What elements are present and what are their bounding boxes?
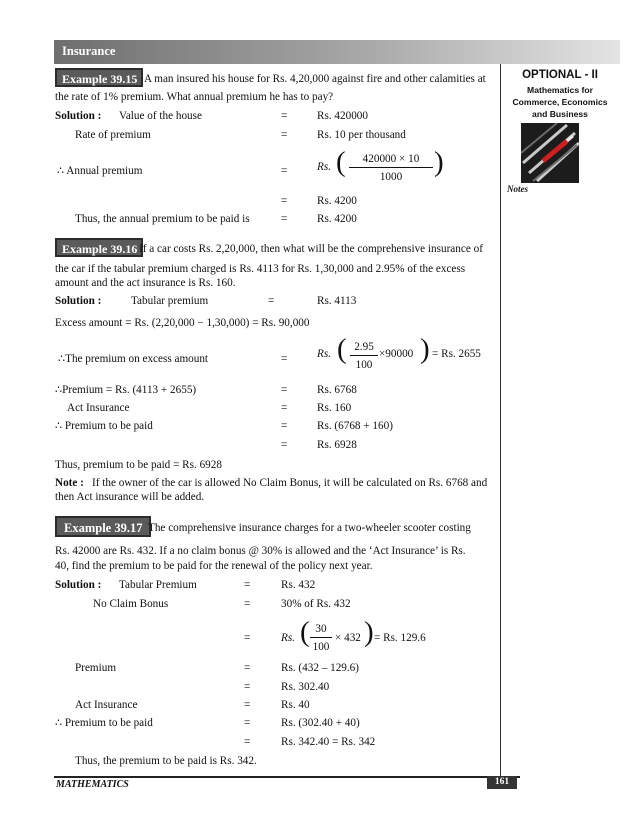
ex16-row-label: ∴ Premium to be paid [55,420,153,432]
ex16-row-label: ∴The premium on excess amount [58,353,209,365]
ex16-equals: = [281,353,288,365]
ex16-equals: = [281,439,288,451]
ex17-equals: = [244,699,251,711]
sidebar-subtitle-1: Mathematics for [527,85,593,95]
ex16-row-value: Rs. 160 [317,402,352,414]
sidebar-notes-label: Notes [507,184,528,194]
ex17-multiplier: × 432 [335,632,361,644]
ex15-equals: = [281,129,288,141]
ex16-equals: = [281,384,288,396]
ex15-equals: = [281,213,288,225]
ex15-row-value: Rs. 4200 [317,195,357,207]
ex17-row-value: Rs. 342.40 = Rs. 342 [281,736,376,748]
ex16-row-value: Rs. (6768 + 160) [317,420,393,432]
ex15-fraction-prefix: Rs. [317,161,331,173]
ex16-result: = Rs. 2655 [432,348,481,360]
ex15-numerator: 420000 × 10 [362,153,420,165]
ex17-row-value: Rs. (302.40 + 40) [281,717,360,729]
ex17-equals: = [244,736,251,748]
ex17-row-label: No Claim Bonus [93,598,169,610]
ex17-row-value: Rs. 40 [281,699,310,711]
ex17-numerator: 30 [315,623,327,635]
ex16-row-label: ∴Premium = Rs. (4113 + 2655) [55,384,197,396]
ex15-row-value: Rs. 4200 [317,213,357,225]
ex15-question-line-1: A man insured his house for Rs. 4,20,000 against fire and other calamities at [144,73,486,85]
ex15-row-value: Rs. 10 per thousand [317,129,406,141]
page-number: 161 [487,776,517,789]
ex16-equals: = [281,402,288,414]
ex17-result: = Rs. 129.6 [374,632,426,644]
ex17-question-line-2: Rs. 42000 are Rs. 432. If a no claim bonus @ 30% is allowed and the ‘Act Insurance’ is Rs. [55,545,466,557]
footer-subject: MATHEMATICS [56,779,129,790]
ex15-denominator: 1000 [379,171,403,183]
ex17-row-value: Rs. (432 – 129.6) [281,662,360,674]
footer-rule [54,776,520,778]
ex17-question-line-1: The comprehensive insurance charges for a two-wheeler scooter costing [148,522,471,534]
sidebar-subtitle-3: and Business [532,109,588,119]
ex17-row-value: Rs. 302.40 [281,681,330,693]
ex15-equals: = [281,110,288,122]
ex16-multiplier: ×90000 [379,348,414,360]
ex15-row-label: Value of the house [119,110,202,122]
ex16-numerator: 2.95 [354,341,374,353]
ex17-equals: = [244,717,251,729]
ex15-right-paren: ) [434,146,444,178]
section-title: Insurance [62,44,116,58]
ex16-row-value: Rs. 6768 [317,384,357,396]
ex16-note-line-2: then Act insurance will be added. [55,491,205,503]
ex16-equals: = [281,420,288,432]
ex15-row-label: Rate of premium [75,129,151,141]
ex17-fraction-bar [310,637,332,638]
ex16-question-line-2: the car if the tabular premium charged is Rs. 4113 for Rs. 1,30,000 and 2.95% of the excess [55,263,466,275]
ex17-row-label: Act Insurance [75,699,138,711]
ex16-excess-amount: Excess amount = Rs. (2,20,000 − 1,30,000) = Rs. 90,000 [55,317,310,329]
ex17-denominator: 100 [312,641,330,653]
ex16-question-line-3: amount and the act insurance is Rs. 160. [55,277,236,289]
ex15-solution-label: Solution : [55,110,102,122]
example-15-badge: Example 39.15 [55,68,143,87]
example-16-badge: Example 39.16 [55,238,143,257]
ex16-note-line-1: If the owner of the car is allowed No Claim Bonus, it will be calculated on Rs. 6768 and [92,477,488,489]
ex16-fraction-prefix: Rs. [317,348,331,360]
ex17-right-paren: ) [364,616,374,648]
ex17-question-line-3: 40, find the premium to be paid for the renewal of the policy next year. [55,560,373,572]
sidebar-subtitle-2: Commerce, Economics [512,97,608,107]
ex15-question-line-2: the rate of 1% premium. What annual premium he has to pay? [55,91,334,103]
ex17-equals: = [244,598,251,610]
ex16-right-paren: ) [420,333,430,365]
ex17-row-label: Premium [75,662,117,674]
ex16-row-value: Rs. 6928 [317,439,357,451]
ex17-equals: = [244,681,251,693]
calculator-pen-image [521,123,579,183]
ex17-equals: = [244,579,251,591]
ex15-row-label: Thus, the annual premium to be paid is [75,213,250,225]
ex16-row-label: Act Insurance [67,402,130,414]
ex16-conclusion: Thus, premium to be paid = Rs. 6928 [55,459,222,471]
ex17-row-value: 30% of Rs. 432 [281,598,351,610]
ex15-left-paren: ( [336,146,346,178]
ex16-left-paren: ( [337,333,347,365]
margin-divider [500,64,501,776]
ex15-equals: = [281,195,288,207]
ex17-left-paren: ( [300,616,310,648]
ex17-equals: = [244,632,251,644]
ex16-solution-label: Solution : [55,295,102,307]
header-bar [54,40,620,64]
example-17-badge: Example 39.17 [55,516,151,537]
ex16-note-label: Note : [55,477,84,489]
ex17-row-value: Rs. 432 [281,579,316,591]
ex16-equals: = [268,295,275,307]
ex16-fraction-bar [350,355,378,356]
ex17-equals: = [244,662,251,674]
ex17-row-label: Tabular Premium [119,579,197,591]
ex16-denominator: 100 [355,359,373,371]
ex17-fraction-prefix: Rs. [281,632,295,644]
ex17-conclusion: Thus, the premium to be paid is Rs. 342. [75,755,257,767]
sidebar-title: OPTIONAL - II [522,69,598,81]
ex15-equals: = [281,165,288,177]
ex17-row-label: ∴ Premium to be paid [55,717,153,729]
ex16-question-line-1: If a car costs Rs. 2,20,000, then what will be the comprehensive insurance of [139,243,483,255]
ex16-row-value: Rs. 4113 [317,295,357,307]
ex16-row-label: Tabular premium [131,295,209,307]
ex15-fraction-bar [349,167,433,168]
ex17-solution-label: Solution : [55,579,102,591]
ex15-row-value: Rs. 420000 [317,110,368,122]
ex15-row-label: ∴ Annual premium [57,165,143,177]
